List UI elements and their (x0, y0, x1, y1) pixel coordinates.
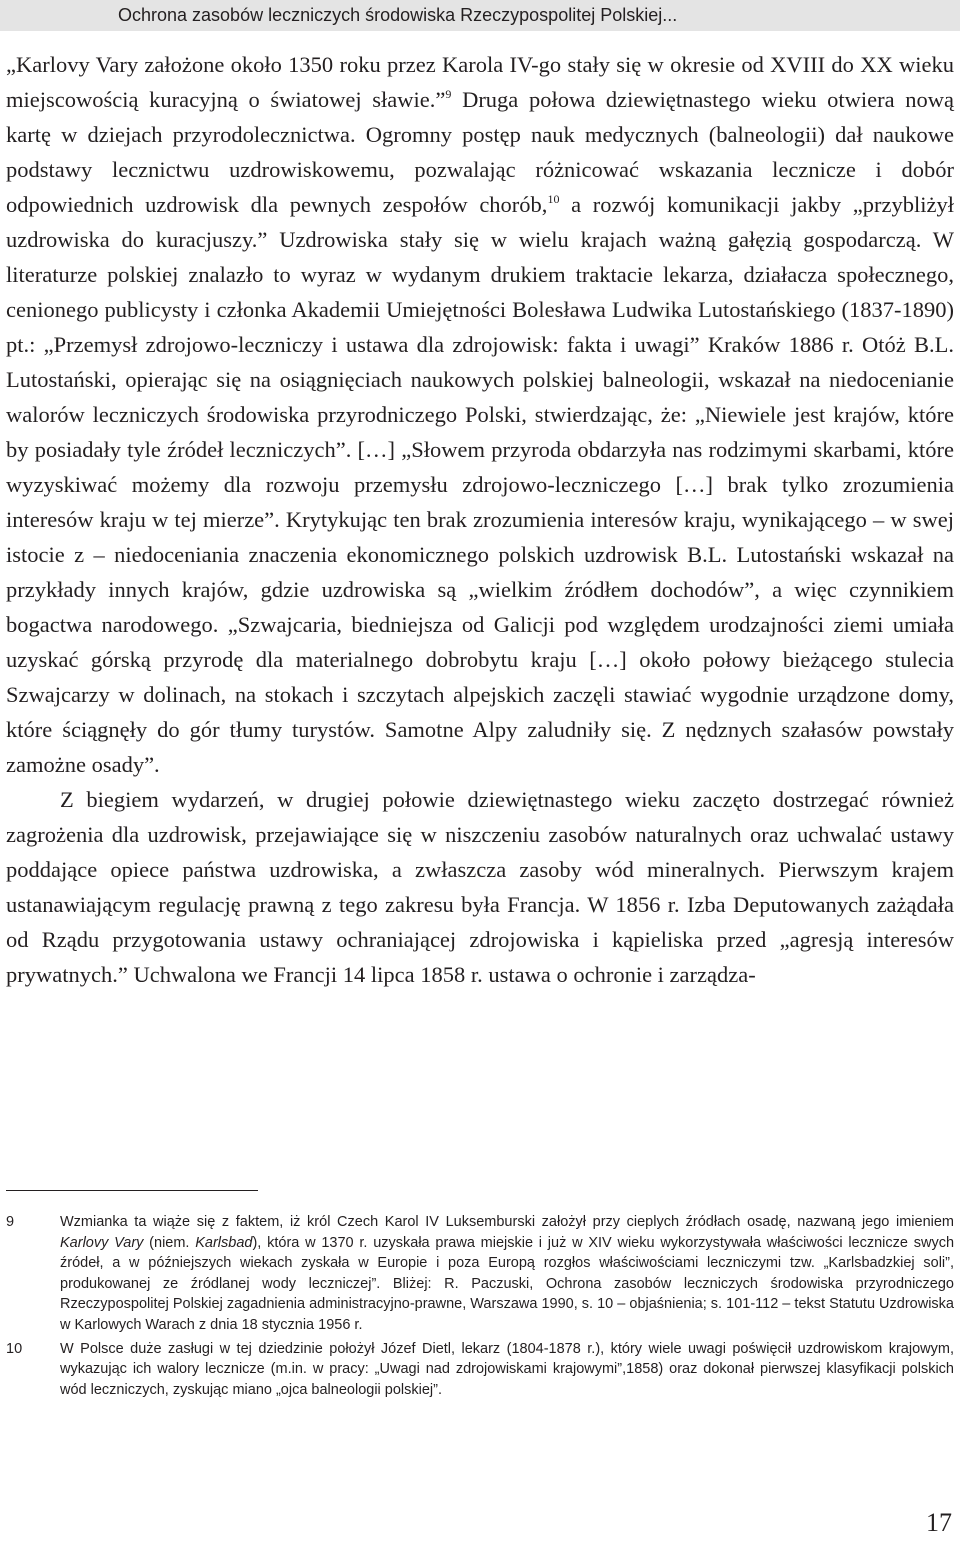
footnote-ref-10[interactable]: 10 (547, 192, 560, 206)
footnote-number: 10 (6, 1340, 23, 1357)
footnote-9 (6, 1212, 954, 1336)
footnote-10 (6, 1339, 954, 1401)
running-title: Ochrona zasobów leczniczych środowiska Rzeczypospolitej Polskiej... (118, 5, 678, 25)
paragraph-1-text-c: a rozwój komunikacji jakby „przybliżył uzdrowiska do kuracjuszy.” Uzdrowiska stały się w wielu krajach ważną gałęzią gospodarczą. W literaturze polskiej znalazło to wyraz w wydanym drukiem traktacie lekarza, działacza społecznego, cenionego publicysty i członka Akademii Umiejętności Bolesława Ludwika Lutostańskiego (1837-1890) pt.: „Przemysł zdrojowo-leczniczy i ustawa dla zdrojowisk: fakta i uwagi” Kraków 1886 r. Otóż B.L. Lutostański, opierając się na osiągnięciach naukowych polskiej balneologii, wskazał na niedocenianie walorów leczniczych środowiska przyrodniczego Polski, stwierdzając, że: „Niewiele jest krajów, które by posiadały tyle źródeł leczniczych”. […] „Słowem przyroda obdarzyła nas rodzimymi skarbami, które wyzyskiwać możemy dla rozwoju przemysłu zdrojowo-leczniczego […] brak tylko zrozumienia interesów kraju w tej mierze”. Krytykując ten brak zrozumienia interesów kraju, wynikającego – w swej istocie z – niedoceniania znaczenia ekonomicznego polskich uzdrowisk B.L. Lutostański wskazał na przykłady innych krajów, gdzie uzdrowiska są „wielkim źródłem dochodów”, a więc czynnikiem bogactwa narodowego. „Szwajcaria, biedniejsza od Galicji pod względem urodzajności ziemi umiała uzyskać górską przyrodę dla materialnego dobrobytu kraju […] około połowy bieżącego stulecia Szwajcarzy w dolinach, na stokach i szczytach alpejskich zaczęli stawiać wygodnie urządzone domy, które ściągnęły do gór tłumy turystów. Samotne Alpy zaludniły się. Z nędznych szałasów powstały zamożne osady”. (6, 192, 954, 777)
footnote-text (60, 1212, 954, 1336)
footnote-separator (6, 1190, 258, 1191)
footnote-number: 9 (6, 1214, 15, 1230)
footnote-text: W Polsce duże zasługi w tej dziedzinie położył Józef Dietl, lekarz (1804-1878 r.), który wiele uwagi poświęcił uzdrowiskom krajowym, wykazując ich walory lecznicze (m.in. w pracy: „Uwagi nad zdrojowiskami krajowymi”,1858) oraz dokonał pierwszej klasyfikacji polskich wód leczniczych, zyskując miano „ojca balneologii polskiej”. (60, 1340, 954, 1398)
footnote-ref-9[interactable]: 9 (445, 87, 452, 101)
footnotes (6, 1212, 954, 1403)
main-text (6, 47, 954, 992)
running-header (0, 0, 960, 31)
paragraph-1-text-a: „Karlovy Vary założone około 1350 roku przez Karola IV-go stały się w okresie od XVIII do XX wieku miejscowością kuracyjną o światowej sławie.” (6, 52, 954, 112)
footnote-9-italic-karlovy-vary: Karlovy Vary (60, 1234, 144, 1251)
footnote-9-text-c: ), która w 1370 r. uzyskała prawa miejskie i już w XIV wieku wykorzystywała właściwości lecznicze swych źródeł, a w późniejszych wiekach zyskała w Europie i poza Europą rozgłos właściwościami leczniczymi tzw. „Karlsbadzkiej soli”, produkowanej ze źródlanej wody leczniczej”. Bliżej: R. Paczuski, Ochrona zasobów leczniczych środowiska przyrodniczego Rzeczypospolitej Polskiej zagadnienia administracyjno-prawne, Warszawa 1990, s. 10 – objaśnienia; s. 101-112 – tekst Statutu Uzdrowiska w Karlowych Warach z dnia 18 stycznia 1956 r. (60, 1234, 955, 1333)
paragraph-1-text-b: Druga połowa dziewiętnastego wieku otwiera nową kartę w dziejach przyrodolecznictwa. Ogromny postęp nauk medycznych (balneologii) dał naukowe podstawy lecznictwu uzdrowiskowemu, pozwalając różnicować wskazania lecznicze i dobór odpowiednich uzdrowisk dla pewnych zespołów chorób, (6, 87, 954, 217)
footnote-9-italic-karlsbad: Karlsbad (195, 1234, 253, 1251)
page-number: 17 (926, 1508, 952, 1537)
paragraph-1 (6, 47, 954, 782)
footnote-9-text-b: (niem. (143, 1234, 196, 1251)
paragraph-2: Z biegiem wydarzeń, w drugiej połowie dziewiętnastego wieku zaczęto dostrzegać również zagrożenia dla uzdrowisk, przejawiające się w niszczeniu zasobów naturalnych oraz uchwalać ustawy poddające opiece państwa uzdrowiska, a zwłaszcza zasoby wód mineralnych. Pierwszym krajem ustanawiającym regulację prawną z tego zakresu była Francja. W 1856 r. Izba Deputowanych zażądała od Rządu przygotowania ustawy ochraniającej zdrojowiska i kąpieliska przed „agresją interesów prywatnych.” Uchwalona we Francji 14 lipca 1858 r. ustawa o ochronie i zarządza- (6, 787, 954, 987)
footnote-9-text-a: Wzmianka ta wiąże się z faktem, iż król Czech Karol IV Luksemburski założył przy cieplych źródłach osadę, nazwaną jego imieniem (60, 1214, 954, 1230)
